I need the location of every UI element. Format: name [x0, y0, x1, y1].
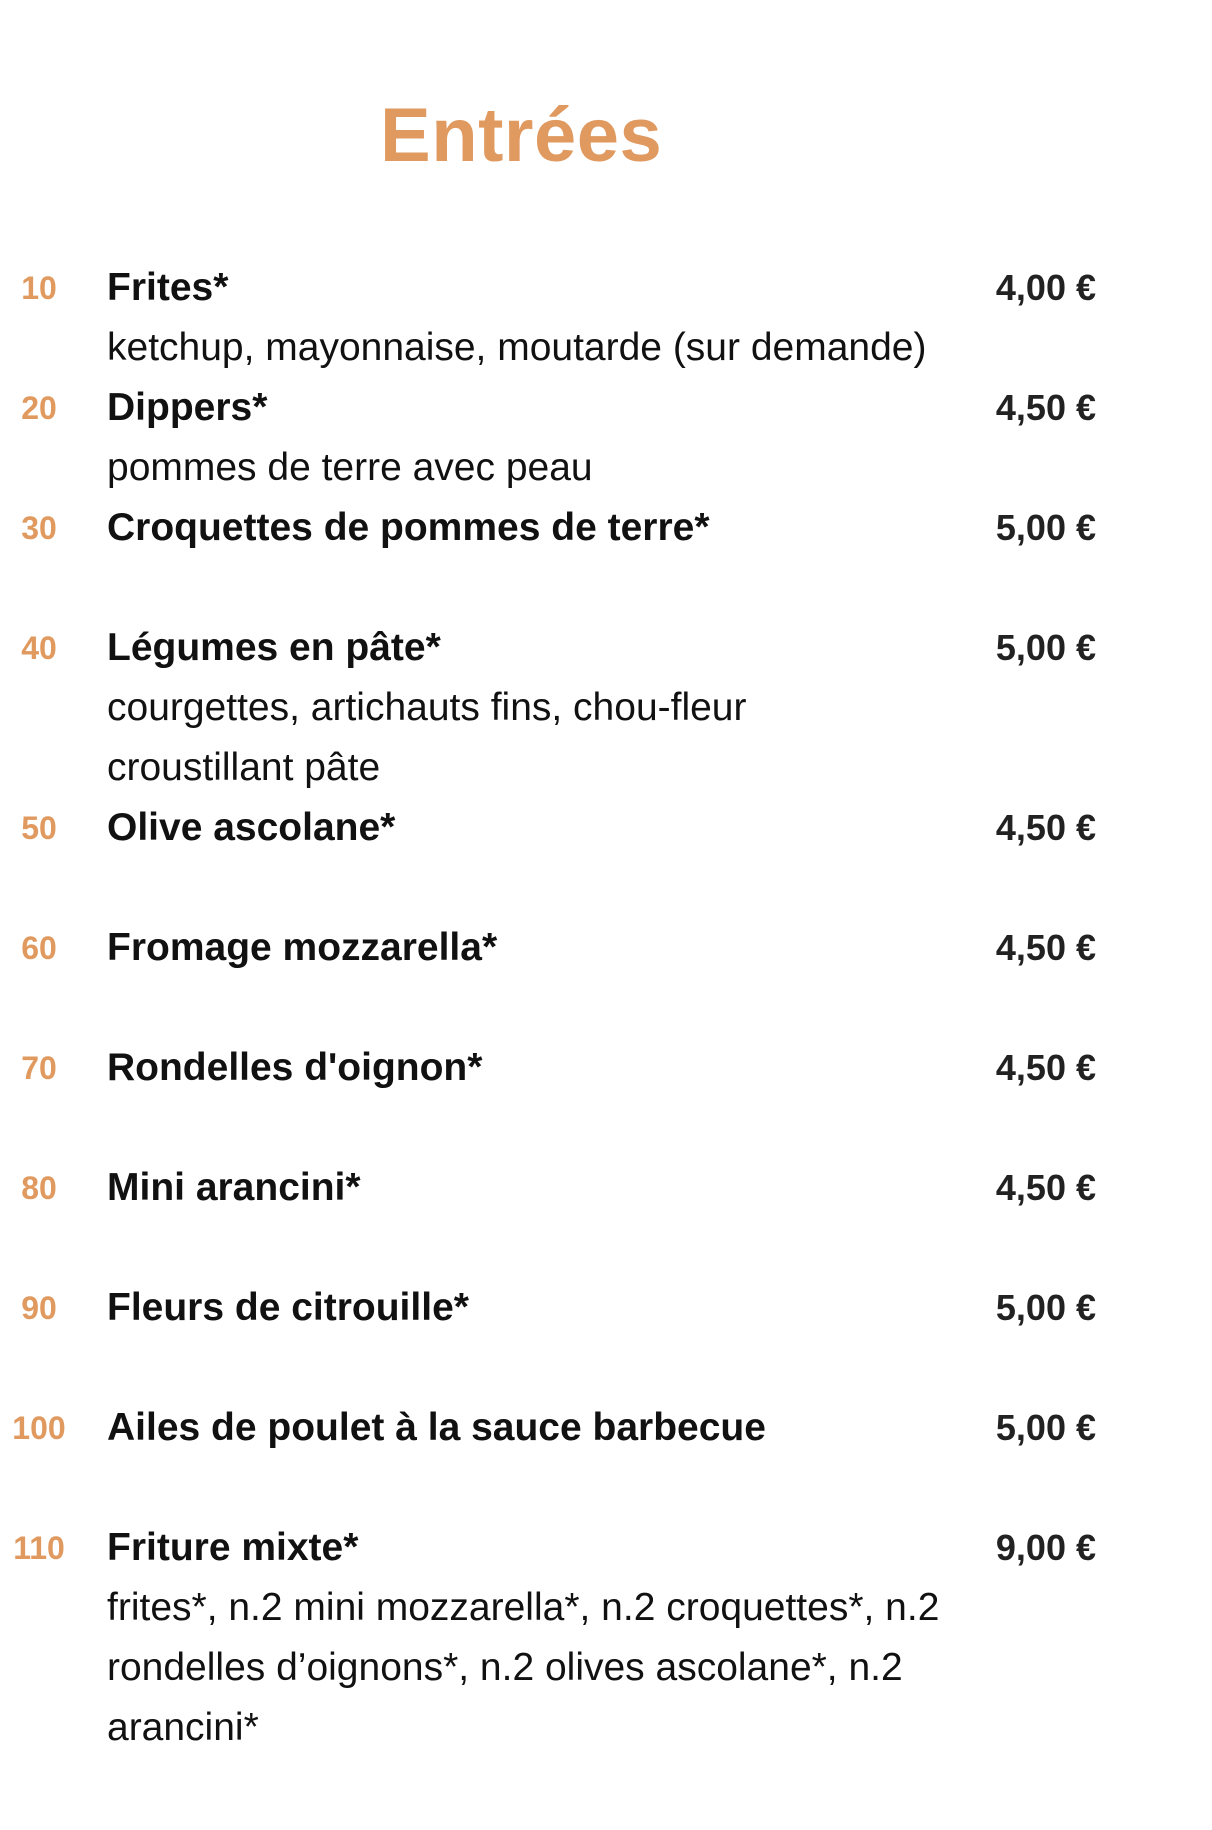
menu-item [0, 1278, 1212, 1338]
spacer [0, 1218, 1212, 1278]
item-number: 40 [21, 630, 57, 666]
menu-item [0, 618, 1212, 798]
item-name: Mini arancini* [107, 1166, 361, 1209]
menu-item [0, 1398, 1212, 1458]
item-number: 90 [21, 1290, 57, 1326]
menu-item [0, 378, 1212, 498]
item-number: 80 [21, 1170, 57, 1206]
menu-item [0, 258, 1212, 378]
item-number: 20 [21, 390, 57, 426]
item-price: 4,50 € [995, 387, 1096, 428]
item-price: 5,00 € [995, 1407, 1096, 1448]
spacer [0, 978, 1212, 1038]
menu-item [0, 798, 1212, 858]
item-name: Légumes en pâte* [107, 626, 441, 669]
item-number: 60 [21, 930, 57, 966]
item-name: Ailes de poulet à la sauce barbecue [107, 1406, 766, 1449]
item-number: 50 [21, 810, 57, 846]
item-price: 5,00 € [995, 627, 1096, 668]
item-description: frites*, n.2 mini mozzarella*, n.2 croquettes*, n.2 rondelles d’oignons*, n.2 olives ascolane*, n.2 arancini* [107, 1586, 940, 1749]
item-name: Friture mixte* [107, 1526, 359, 1569]
item-number: 70 [21, 1050, 57, 1086]
item-name: Fleurs de citrouille* [107, 1286, 469, 1329]
item-price: 4,50 € [995, 807, 1096, 848]
item-name: Croquettes de pommes de terre* [107, 506, 710, 549]
item-number: 10 [21, 270, 57, 306]
item-price: 5,00 € [995, 1287, 1096, 1328]
item-name: Frites* [107, 266, 229, 309]
item-price: 9,00 € [995, 1527, 1096, 1568]
item-price: 4,50 € [995, 1047, 1096, 1088]
item-price: 5,00 € [995, 507, 1096, 548]
spacer [0, 1458, 1212, 1518]
item-number: 110 [13, 1530, 65, 1566]
menu-item [0, 498, 1212, 558]
menu-list [0, 258, 1212, 1758]
item-number: 30 [21, 510, 57, 546]
spacer [0, 1098, 1212, 1158]
page-title: Entrées [380, 93, 663, 178]
menu-item [0, 1158, 1212, 1218]
menu-item [0, 1038, 1212, 1098]
menu-item [0, 1518, 1212, 1758]
spacer [0, 858, 1212, 918]
spacer [0, 558, 1212, 618]
item-description: courgettes, artichauts fins, chou-fleur croustillant pâte [107, 686, 747, 789]
item-price: 4,50 € [995, 1167, 1096, 1208]
item-name: Rondelles d'oignon* [107, 1046, 483, 1089]
item-description: ketchup, mayonnaise, moutarde (sur demande) [107, 326, 927, 369]
item-name: Fromage mozzarella* [107, 926, 498, 969]
menu-item [0, 918, 1212, 978]
item-description: pommes de terre avec peau [107, 446, 593, 489]
item-name: Dippers* [107, 386, 268, 429]
item-price: 4,00 € [995, 267, 1096, 308]
spacer [0, 1338, 1212, 1398]
item-price: 4,50 € [995, 927, 1096, 968]
item-number: 100 [12, 1410, 66, 1446]
item-name: Olive ascolane* [107, 806, 396, 849]
